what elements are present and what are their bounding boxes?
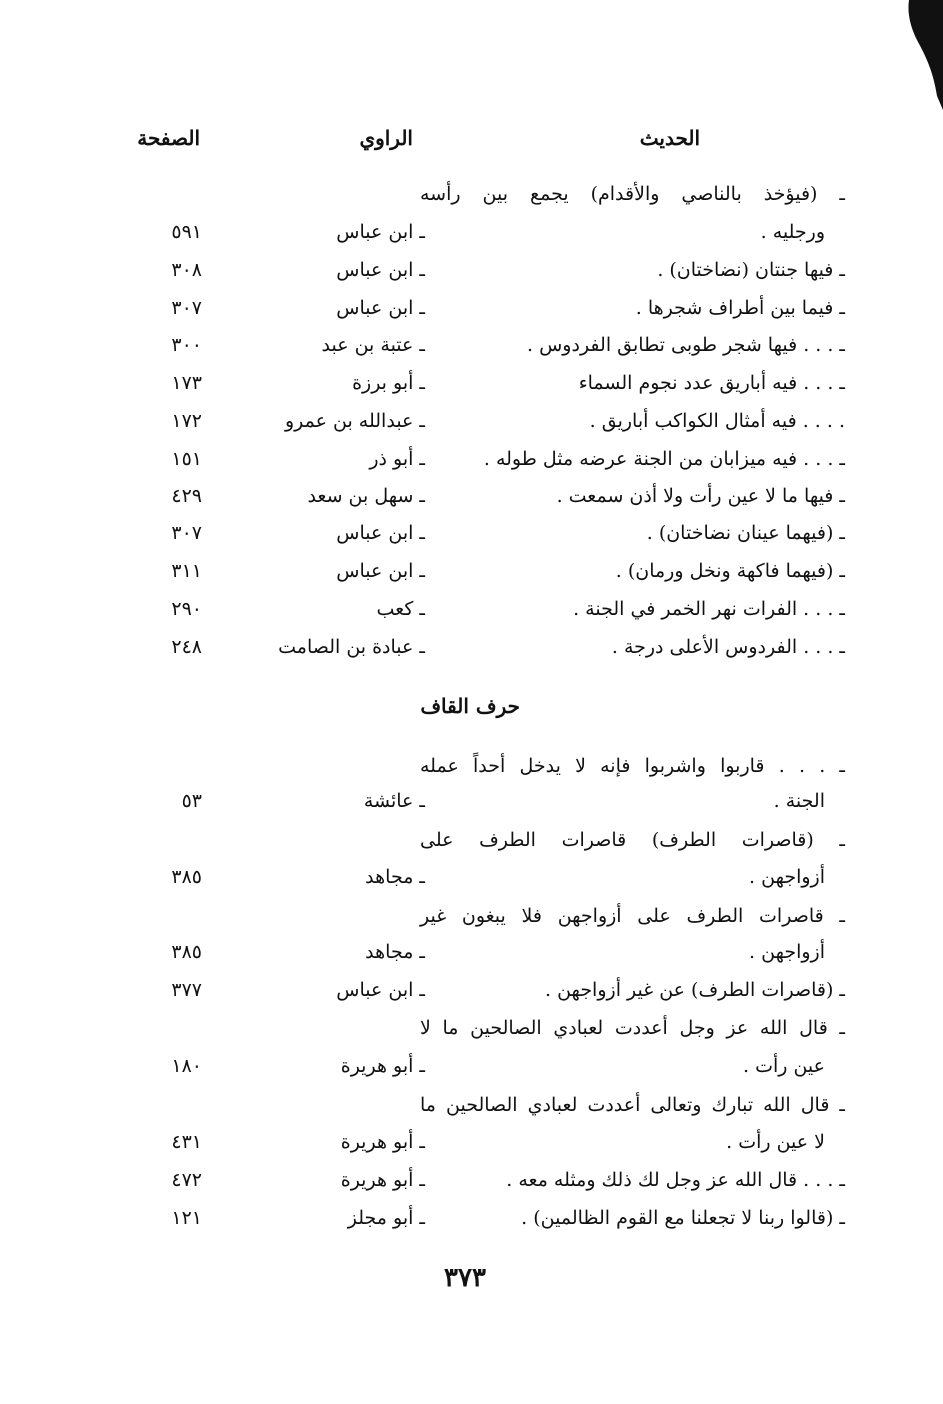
- page-ref: ٤٣١: [171, 1131, 202, 1153]
- hadith-text: ـ قال الله عز وجل أعددت لعبادي الصالحين ما لا: [420, 1017, 845, 1039]
- hadith-text: ـ فيها ما لا عين رأت ولا أذن سمعت .: [556, 485, 845, 507]
- narrator-name: ـ أبو هريرة: [340, 1131, 425, 1153]
- hadith-text: ـ . . . الفرات نهر الخمر في الجنة .: [573, 598, 845, 620]
- section-title: حرف القاف: [420, 694, 520, 718]
- page-corner-shadow: [903, 0, 943, 110]
- page-ref: ١٥١: [171, 448, 202, 470]
- page-ref: ٢٩٠: [171, 598, 202, 620]
- page-ref: ١٧٢: [171, 410, 202, 432]
- narrator-name: ـ ابن عباس: [336, 560, 425, 582]
- page-ref: ٤٧٢: [171, 1169, 202, 1191]
- column-header-page: الصفحة: [137, 126, 200, 150]
- hadith-text-continued: أزواجهن .: [749, 941, 825, 963]
- hadith-text-continued: عين رأت .: [743, 1055, 825, 1077]
- narrator-name: ـ ابن عباس: [336, 259, 425, 281]
- hadith-text: ـ . . . قال الله عز وجل لك ذلك ومثله معه .: [506, 1169, 845, 1191]
- page-ref: ٣٠٧: [171, 297, 202, 319]
- hadith-text: ـ . . . فيها شجر طوبى تطابق الفردوس .: [527, 334, 845, 356]
- narrator-name: ـ أبو هريرة: [340, 1169, 425, 1191]
- narrator-name: ـ عبادة بن الصامت: [278, 636, 425, 658]
- hadith-text: ـ قاصرات الطرف على أزواجهن فلا يبغون غير: [420, 905, 845, 927]
- page-ref: ٥٩١: [171, 221, 202, 243]
- page-ref: ٣٠٧: [171, 522, 202, 544]
- hadith-text-continued: أزواجهن .: [749, 866, 825, 888]
- hadith-text: ـ (قاصرات الطرف) قاصرات الطرف على: [420, 829, 845, 851]
- page-ref: ٢٤٨: [171, 636, 202, 658]
- hadith-text: ـ (قاصرات الطرف) عن غير أزواجهن .: [545, 979, 845, 1001]
- page-ref: ٤٢٩: [171, 485, 202, 507]
- page-number: ٣٧٣: [444, 1263, 486, 1293]
- hadith-text: ـ . . . قاربوا واشربوا فإنه لا يدخل أحداً عمله: [420, 755, 845, 777]
- page-ref: ٣٧٧: [171, 979, 202, 1001]
- page-ref: ٣٠٨: [171, 259, 202, 281]
- hadith-text: ـ (قالوا ربنا لا تجعلنا مع القوم الظالمين) .: [521, 1207, 845, 1229]
- page-ref: ٣٨٥: [171, 866, 202, 888]
- narrator-name: ـ سهل بن سعد: [307, 485, 425, 507]
- page-ref: ١٨٠: [171, 1055, 202, 1077]
- narrator-name: ـ عائشة: [363, 790, 425, 812]
- narrator-name: ـ أبو مجلز: [347, 1207, 425, 1229]
- hadith-text-continued: ورجليه .: [760, 221, 825, 243]
- narrator-name: ـ عتبة بن عبد: [321, 334, 425, 356]
- narrator-name: ـ ابن عباس: [336, 221, 425, 243]
- page-ref: ١٧٣: [171, 372, 202, 394]
- hadith-text: ـ (فيهما عينان نضاختان) .: [646, 522, 845, 544]
- page-ref: ٣٨٥: [171, 941, 202, 963]
- hadith-text: ـ . . . فيه ميزابان من الجنة عرضه مثل طوله .: [483, 448, 845, 470]
- hadith-text: ـ فيها جنتان (نضاختان) .: [657, 259, 845, 281]
- narrator-name: ـ عبدالله بن عمرو: [284, 410, 425, 432]
- column-header-narrator: الراوي: [359, 126, 413, 150]
- narrator-name: ـ كعب: [376, 598, 425, 620]
- narrator-name: ـ مجاهد: [365, 941, 425, 963]
- page-ref: ٣١١: [171, 560, 202, 582]
- narrator-name: ـ ابن عباس: [336, 979, 425, 1001]
- narrator-name: ـ أبو برزة: [352, 372, 425, 394]
- narrator-name: ـ أبو هريرة: [340, 1055, 425, 1077]
- column-header-hadith: الحديث: [639, 126, 700, 150]
- page-ref: ١٢١: [171, 1207, 202, 1229]
- hadith-text: ـ . . . فيه أباريق عدد نجوم السماء: [578, 372, 845, 394]
- hadith-text: ـ (فيؤخذ بالناصي والأقدام) يجمع بين رأسه: [420, 183, 845, 205]
- page-ref: ٣٠٠: [171, 334, 202, 356]
- page-ref: ٥٣: [181, 790, 202, 812]
- hadith-text: ـ (فيهما فاكهة ونخل ورمان) .: [615, 560, 845, 582]
- hadith-text: ـ . . . الفردوس الأعلى درجة .: [611, 636, 845, 658]
- narrator-name: ـ مجاهد: [365, 866, 425, 888]
- narrator-name: ـ أبو ذر: [369, 448, 425, 470]
- hadith-text: . . . . فيه أمثال الكواكب أباريق .: [589, 410, 845, 432]
- hadith-text: ـ قال الله تبارك وتعالى أعددت لعبادي الصالحين ما: [420, 1094, 845, 1116]
- hadith-text: ـ فيما بين أطراف شجرها .: [635, 297, 845, 319]
- narrator-name: ـ ابن عباس: [336, 522, 425, 544]
- hadith-text-continued: لا عين رأت .: [726, 1131, 825, 1153]
- hadith-text-continued: الجنة .: [773, 790, 825, 812]
- narrator-name: ـ ابن عباس: [336, 297, 425, 319]
